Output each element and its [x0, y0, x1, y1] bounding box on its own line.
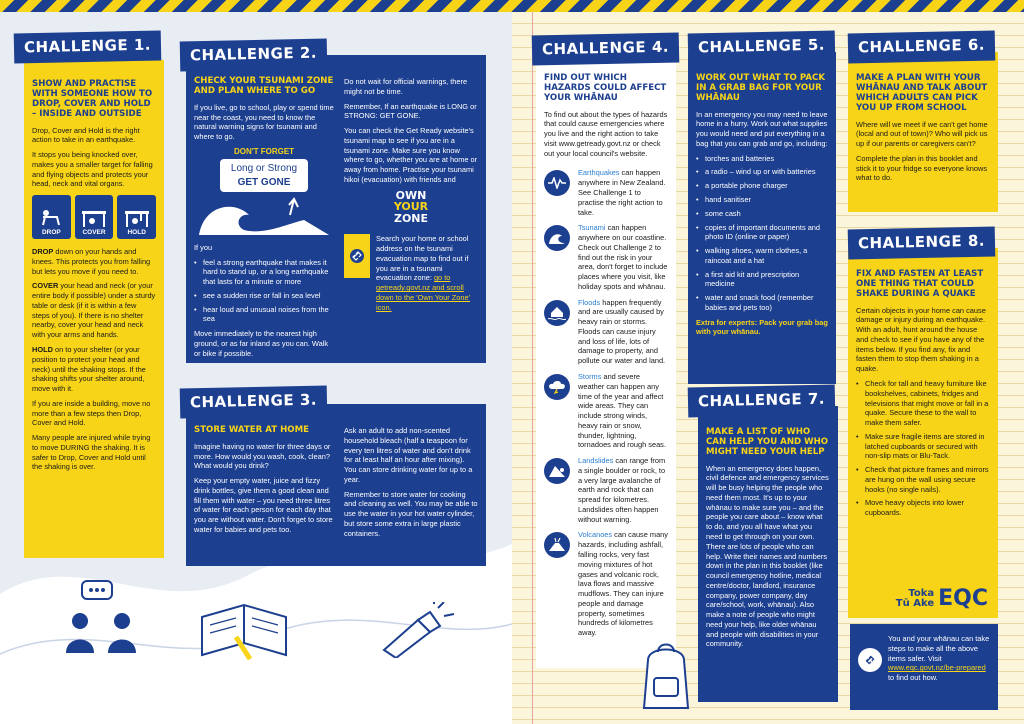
hold-icon: HOLD: [117, 195, 156, 239]
list-item: • Move heavy objects into lower cupboards.: [856, 498, 990, 518]
challenge-3-text: Keep your empty water, juice and fizzy drink bottles, give them a good clean and fill them with water – you need three litres of water for each person for each day that you are without water. Don't forget to store water for babies and pets too.: [194, 476, 333, 534]
storm-cloud-icon: [544, 374, 570, 400]
own-your-zone-logo: OWN YOUR ZONE: [393, 188, 429, 225]
volcano-icon: [544, 532, 570, 558]
challenge-1-heading: SHOW AND PRACTISE WITH SOMEONE HOW TO DROP, COVER AND HOLD – INSIDE AND OUTSIDE: [32, 79, 153, 119]
challenge-2-text: Move immediately to the nearest high ground, or as far inland as you can. Walk or bike if possible.: [194, 329, 329, 358]
wave-icon: [544, 225, 570, 251]
challenge-3-panel: [186, 404, 486, 566]
hazard-volcanoes: Volcanoes can cause many hazards, including ashfall, falling rocks, very fast moving mixtures of hot gases and volcanic rock, lava flows and massive mudflows. They can injure people and damage property, sometimes hundreds of kilometres away.: [544, 530, 668, 637]
list-item: • Make sure fragile items are stored in latched cupboards or secured with non-slip mats or Blu-Tack.: [856, 432, 990, 461]
eqc-footer-text: You and your whānau can take steps to make all the above items safer. Visit www.eqc.govt.nz/be-prepared to find out how.: [888, 634, 990, 683]
backpack-icon: [636, 642, 696, 712]
list-item: • copies of important documents and photo ID (online or paper): [696, 223, 828, 243]
extra-for-experts: Extra for experts: Pack your grab bag with your whānau.: [696, 317, 828, 337]
challenge-3-text: Remember to store water for cooking and cleaning as well. You may be able to use the water in your hot water cylinder, but store some extra in large plastic containers.: [344, 489, 478, 538]
list-item: • water and snack food (remember babies and pets too): [696, 293, 828, 313]
notebook-pencil-icon: [198, 597, 294, 661]
challenge-2-panel: [186, 55, 486, 363]
challenge-4-text: To find out about the types of hazards that could cause emergencies where you live and the right action to take visit www.getready.govt.nz or check out your local council's website.: [544, 109, 668, 158]
list-item: • some cash: [696, 209, 828, 219]
challenge-6-heading: MAKE A PLAN WITH YOUR WHĀNAU AND TALK ABOUT WHICH ADULTS CAN PICK YOU UP FROM SCHOOL: [856, 73, 988, 113]
challenge-6-text: Where will we meet if we can't get home (local and out of town)? Who will pick us up if our parents or caregivers can't?: [856, 119, 988, 149]
challenge-5-panel: [688, 52, 836, 384]
left-page: [0, 12, 512, 724]
challenge-2-title: CHALLENGE 2.: [180, 38, 328, 71]
challenge-4-panel: [536, 52, 676, 668]
challenge-2-text: You can check the Get Ready website's tsunami map to see if you are in a tsunami zone. Make sure you know where to go, whether you are at home or away from home. Practise your tsunami hikoi (evacuation) with friends and: [344, 126, 478, 184]
challenge-3-heading: STORE WATER AT HOME: [194, 425, 310, 435]
challenge-6-title: CHALLENGE 6.: [848, 30, 996, 63]
challenge-5-title: CHALLENGE 5.: [688, 30, 836, 63]
tsunami-wave-icon: [194, 195, 334, 237]
challenge-8-title: CHALLENGE 8.: [848, 226, 996, 259]
list-item: • Check for tall and heavy furniture like bookshelves, cabinets, fridges and televisions that might move or fall in a quake. Secure these to the wall to make them safer.: [856, 379, 990, 428]
hazard-earthquakes: Earthquakes can happen anywhere in New Zealand. See Challenge 1 to practise the right action to take.: [544, 168, 668, 217]
challenge-8-heading: FIX AND FASTEN AT LEAST ONE THING THAT COULD SHAKE DURING A QUAKE: [856, 269, 984, 299]
challenge-1-text: Drop, Cover and Hold is the right action to take in an earthquake.: [32, 125, 140, 145]
list-item: • hand sanitiser: [696, 195, 828, 205]
challenge-3-text: Ask an adult to add non-scented household bleach (half a teaspoon for every ten litres of water and don't drink for at least half an hour after mixing). You can store drinking water for up to a year.: [344, 426, 473, 484]
eqc-link[interactable]: www.eqc.govt.nz/be-prepared: [888, 663, 986, 673]
challenge-7-panel: [698, 406, 838, 702]
grab-bag-list: [696, 154, 828, 313]
list-item: • Check that picture frames and mirrors are hung on the wall using secure hooks (no single nails).: [856, 465, 990, 494]
eqc-footer-panel: [850, 624, 998, 710]
link-icon: [344, 234, 370, 278]
torch-icon: [378, 602, 458, 658]
challenge-5-heading: WORK OUT WHAT TO PACK IN A GRAB BAG FOR YOUR WHĀNAU: [696, 73, 825, 103]
earthquake-icon: [544, 170, 570, 196]
challenge-2-text: Remember, If an earthquake is LONG or STRONG: GET GONE.: [344, 101, 477, 121]
list-item: • feel a strong earthquake that makes it hard to stand up, or a long earthquake that lasts for a minute or more: [194, 258, 334, 287]
list-item: • torches and batteries: [696, 154, 828, 164]
challenge-1-panel: [24, 60, 164, 558]
list-item: • a first aid kit and prescription medicine: [696, 270, 828, 290]
toka-tu-ake-eqc-logo: Toka Tū Ake EQC: [895, 586, 988, 611]
hazard-stripe-border: [0, 0, 1024, 12]
challenge-2-text: If you live, go to school, play or spend time near the coast, you need to know the natural warning signs for tsunami and where to go.: [194, 102, 334, 142]
challenge-1-text: Many people are injured while trying to move DURING the shaking. It is safer to Drop, Cover and Hold until the shaking is over.: [32, 433, 151, 472]
drop-icon: DROP: [32, 195, 71, 239]
cover-icon: COVER: [75, 195, 114, 239]
challenge-3-title: CHALLENGE 3.: [180, 385, 328, 418]
challenge-7-title: CHALLENGE 7.: [688, 384, 836, 417]
getready-link[interactable]: go to getready.govt.nz and scroll down to the 'Own Your Zone' icon.: [376, 273, 471, 312]
long-or-strong-badge: DON'T FORGET Long or Strong GET GONE: [194, 147, 334, 237]
challenge-1-title: CHALLENGE 1.: [14, 30, 162, 63]
tsunami-map-instruction: Search your home or school address on the tsunami evacuation map to find out if you are in a tsunami evacuation zone: go to getready.govt.nz and scroll down to the 'Own Your Zone' icon.: [376, 234, 471, 312]
right-page: [512, 12, 1024, 724]
challenge-2-heading: CHECK YOUR TSUNAMI ZONE AND PLAN WHERE TO GO: [194, 76, 334, 96]
challenge-8-panel: [848, 248, 998, 618]
drop-cover-hold-illustration: [32, 195, 156, 239]
hold-instruction: HOLD on to your shelter (or your position to protect your head and neck) until the shaking stops. If the shaking shifts your shelter around, move with it.: [32, 344, 146, 394]
challenge-7-text: When an emergency does happen, civil defence and emergency services will be busy helping the people who need them most. It's up to your whānau to make sure you – and the people you care about – know what to do, and you all have what you need to get through on your own. There are lots of people who can help. Write their names and numbers down in the plan in this booklet (like council emergency hotline, medical centre/doctor, landlord, insurance company, power company, day care/school, work, whānau). Also make a note of people who might need your help, like older whānau and people with disabilities in your community.: [706, 463, 829, 649]
link-icon: [858, 648, 882, 672]
challenge-4-heading: FIND OUT WHICH HAZARDS COULD AFFECT YOUR WHĀNAU: [544, 73, 667, 103]
people-talking-icon: [64, 577, 144, 655]
if-you-label: If you: [194, 242, 213, 252]
fix-fasten-list: [856, 379, 990, 518]
list-item: • see a sudden rise or fall in sea level: [194, 291, 334, 301]
hazard-tsunami: Tsunami can happen anywhere on our coastline. Check out Challenge 2 to find out the risk in your area, don't forget to include places where you visit, like holiday spots and whānau.: [544, 223, 668, 291]
challenge-1-text: It stops you being knocked over, makes you a smaller target for falling and flying objects and protects your head, neck and vital organs.: [32, 150, 153, 189]
list-item: • walking shoes, warm clothes, a raincoat and a hat: [696, 246, 828, 266]
hazard-landslides: Landslides can range from a single boulder or rock, to a very large avalanche of earth and rock that can spread for kilometres. Landslides often happen without warning.: [544, 456, 668, 524]
challenge-5-text: In an emergency you may need to leave home in a hurry. Work out what supplies you would need and put everything in a bag that you can grab and go, including:: [696, 109, 828, 148]
list-item: • a radio – wind up or with batteries: [696, 167, 828, 177]
challenge-2-text: Do not wait for official warnings, there might not be time.: [344, 77, 468, 96]
challenge-3-text: Imagine having no water for three days or more. How would you wash, cook, clean? What would you drink?: [194, 441, 331, 471]
challenge-6-text: Complete the plan in this booklet and stick it to your fridge so everyone knows what to do.: [856, 153, 988, 183]
tsunami-warning-signs-list: [194, 258, 334, 325]
list-item: • hear loud and unusual noises from the sea: [194, 305, 334, 325]
challenge-4-title: CHALLENGE 4.: [532, 32, 680, 65]
challenge-7-heading: MAKE A LIST OF WHO CAN HELP YOU AND WHO MIGHT NEED YOUR HELP: [706, 427, 829, 457]
hazard-storms: Storms and severe weather can happen any time of the year and affect wide areas. They can include strong winds, heavy rain or snow, thunder, lightning, tornadoes and rough seas.: [544, 372, 668, 450]
cover-instruction: COVER your head and neck (or your entire body if possible) under a sturdy table or desk (if it is within a few steps of you). If there is no shelter nearby, cover your head and neck with your arms and hands.: [32, 281, 156, 340]
challenge-8-text: Certain objects in your home can cause damage or injury during an earthquake. With an adult, hunt around the house and check to see if you have any of the items below. If you find any, fix and fasten them to stop them shaking in a quake.: [856, 305, 986, 374]
list-item: • a portable phone charger: [696, 181, 828, 191]
challenge-6-panel: [848, 52, 998, 212]
challenge-1-text: If you are inside a building, move no more than a few steps then Drop, Cover and Hold.: [32, 398, 151, 428]
landslide-icon: [544, 458, 570, 484]
hazard-floods: Floods happen frequently and are usually caused by heavy rain or storms. Floods can cause injury and loss of life, lots of damage to property, and pollute our water and land.: [544, 298, 668, 366]
flooded-house-icon: [544, 300, 570, 326]
drop-instruction: DROP down on your hands and knees. This protects you from falling but lets you move if you need to.: [32, 247, 151, 276]
